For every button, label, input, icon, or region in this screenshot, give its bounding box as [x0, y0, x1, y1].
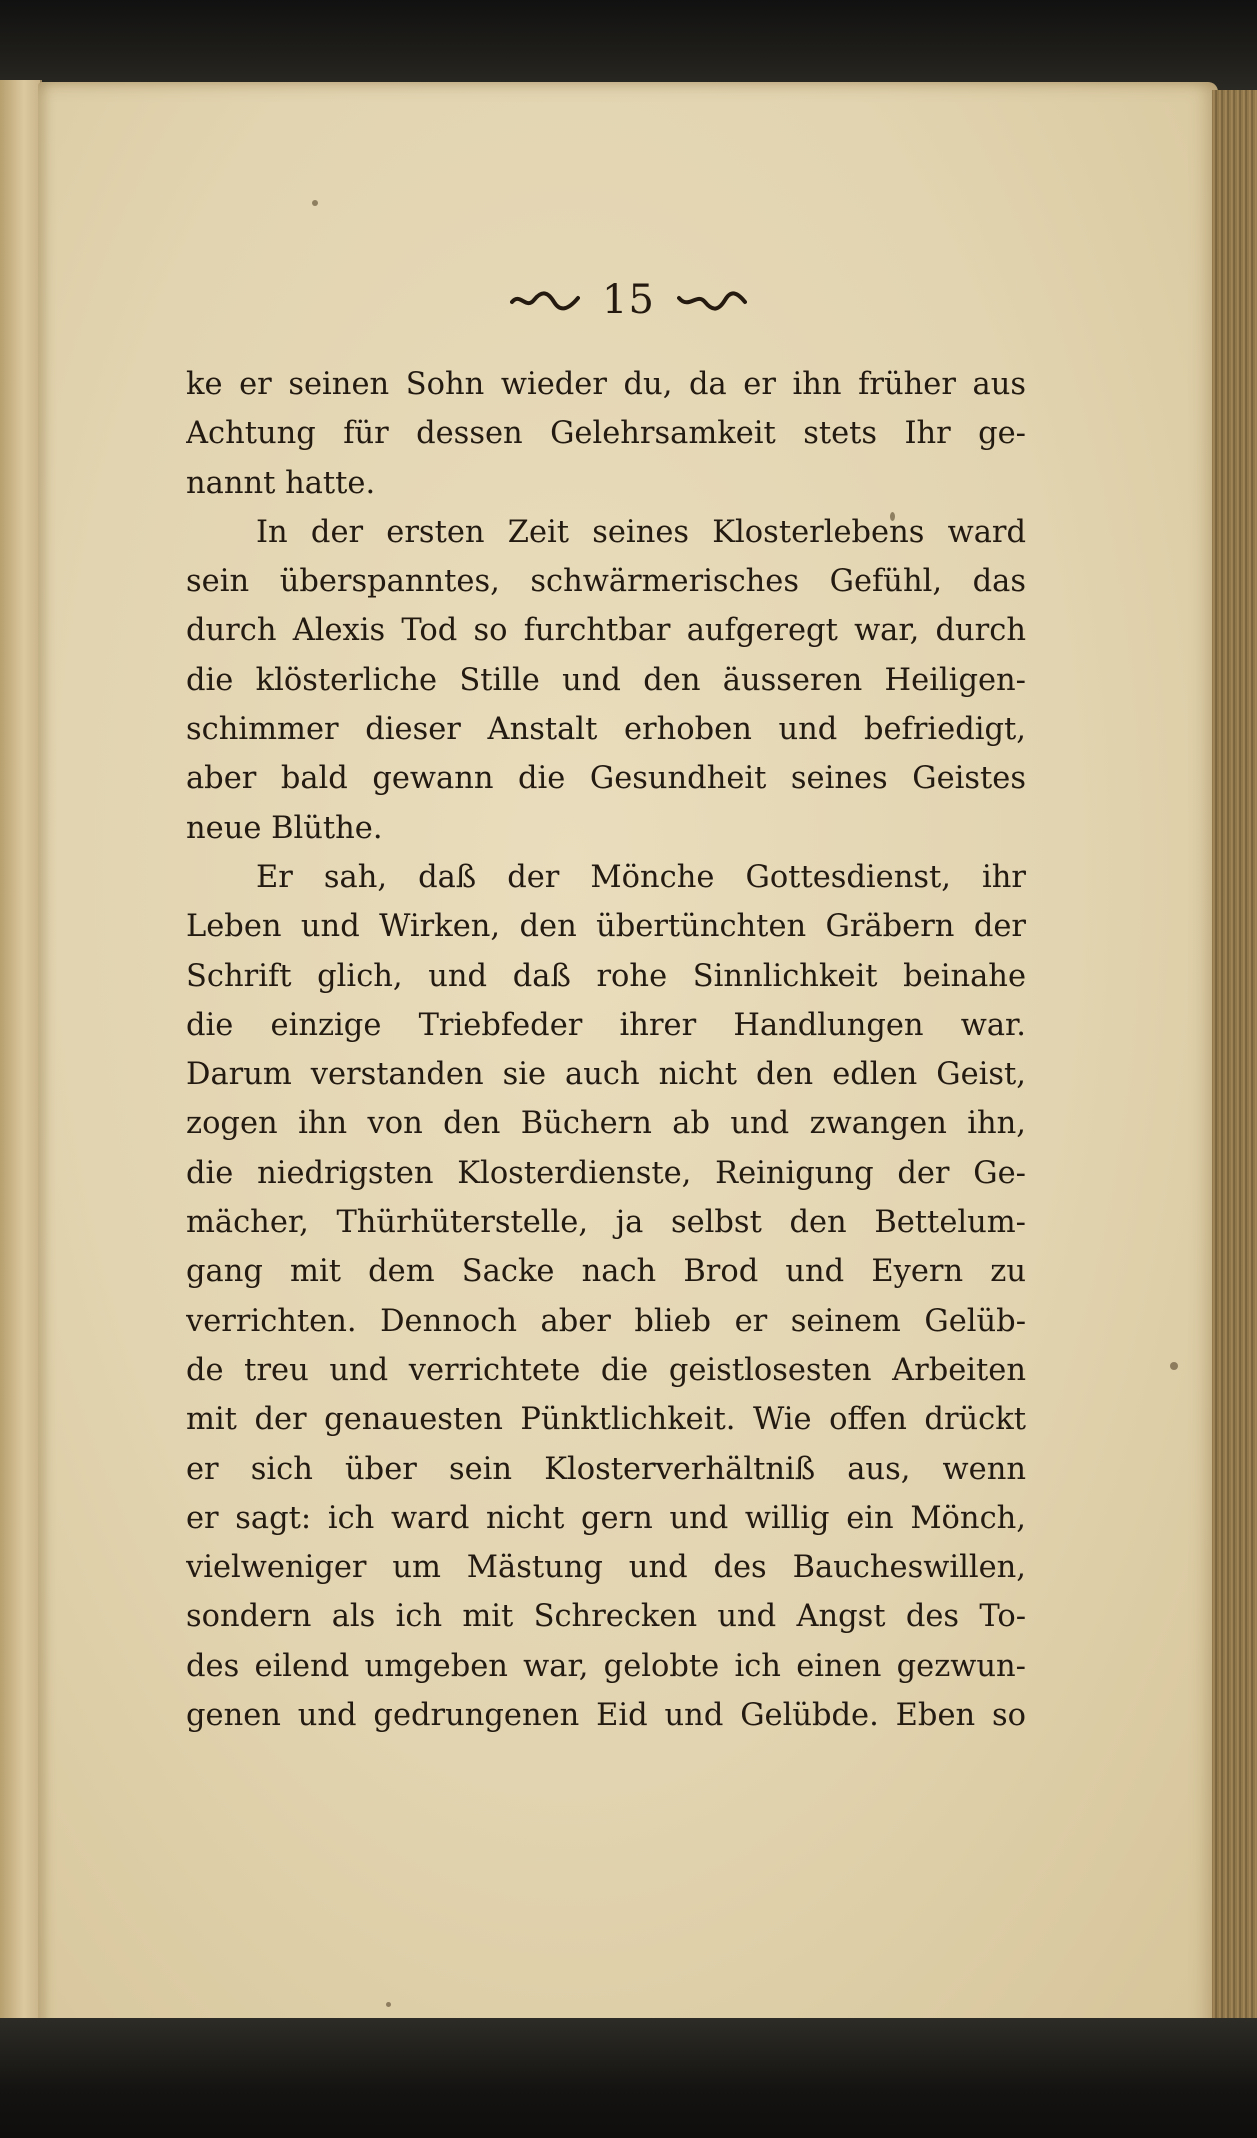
page-number: 15 — [602, 277, 655, 323]
text-line: sondern als ich mit Schrecken und Angst des To- — [186, 1599, 1026, 1635]
text-line: gang mit dem Sacke nach Brod und Eyern zu — [186, 1254, 1026, 1290]
text-line: sein überspanntes, schwärmerisches Gefühl, das — [186, 564, 1026, 600]
paper-speck — [1170, 1362, 1178, 1370]
bottom-shadow — [0, 2018, 1257, 2138]
text-line: er sich über sein Klosterverhältniß aus, wenn — [186, 1451, 1026, 1487]
text-line: aber bald gewann die Gesundheit seines Geistes — [186, 761, 1026, 797]
top-shadow — [0, 0, 1257, 95]
text-line: Er sah, daß der Mönche Gottesdienst, ihr — [256, 859, 1026, 895]
text-line: zogen ihn von den Büchern ab und zwangen ihn, — [186, 1106, 1026, 1142]
text-line: die einzige Triebfeder ihrer Handlungen war. — [186, 1007, 1026, 1043]
text-line: genen und gedrungenen Eid und Gelübde. Eben so — [186, 1698, 1026, 1734]
text-line: ke er seinen Sohn wieder du, da er ihn früher aus — [186, 367, 1026, 402]
left-ornament-icon — [510, 288, 580, 312]
text-line: Darum verstanden sie auch nicht den edlen Geist, — [186, 1057, 1026, 1093]
page-stack-edge — [1212, 90, 1257, 2040]
text-line: er sagt: ich ward nicht gern und willig ein Mönch, — [186, 1500, 1026, 1536]
text-line: Achtung für dessen Gelehrsamkeit stets Ihr ge- — [186, 416, 1026, 452]
text-line: de treu und verrichtete die geistlosesten Arbeiten — [186, 1352, 1026, 1388]
text-line: schimmer dieser Anstalt erhoben und befriedigt, — [186, 712, 1026, 748]
text-line: die niedrigsten Klosterdienste, Reinigung der Ge- — [186, 1155, 1026, 1191]
text-line: In der ersten Zeit seines Klosterlebens ward — [256, 514, 1026, 550]
text-line: mächer, Thürhüterstelle, ja selbst den Bettelum- — [186, 1205, 1026, 1241]
text-line: mit der genauesten Pünktlichkeit. Wie offen drückt — [186, 1402, 1026, 1438]
text-line: des eilend umgeben war, gelobte ich einen gezwun- — [186, 1648, 1026, 1684]
left-page-edge — [0, 80, 42, 2040]
text-line: die klösterliche Stille und den äusseren Heiligen- — [186, 662, 1026, 698]
body-text — [186, 360, 1026, 1740]
text-line: Schrift glich, und daß rohe Sinnlichkeit beinahe — [186, 958, 1026, 994]
page-header — [0, 270, 1257, 330]
right-ornament-icon — [677, 288, 747, 312]
text-line: durch Alexis Tod so furchtbar aufgeregt war, durch — [186, 613, 1026, 649]
text-line: neue Blüthe. — [186, 810, 383, 846]
text-line: Leben und Wirken, den übertünchten Gräbern der — [186, 909, 1026, 945]
text-line: vielweniger um Mästung und des Baucheswillen, — [186, 1550, 1026, 1586]
text-line: nannt hatte. — [186, 465, 376, 501]
paper-speck — [386, 2002, 391, 2007]
paper-speck — [312, 200, 318, 206]
text-line: verrichten. Dennoch aber blieb er seinem Gelüb- — [186, 1303, 1026, 1339]
